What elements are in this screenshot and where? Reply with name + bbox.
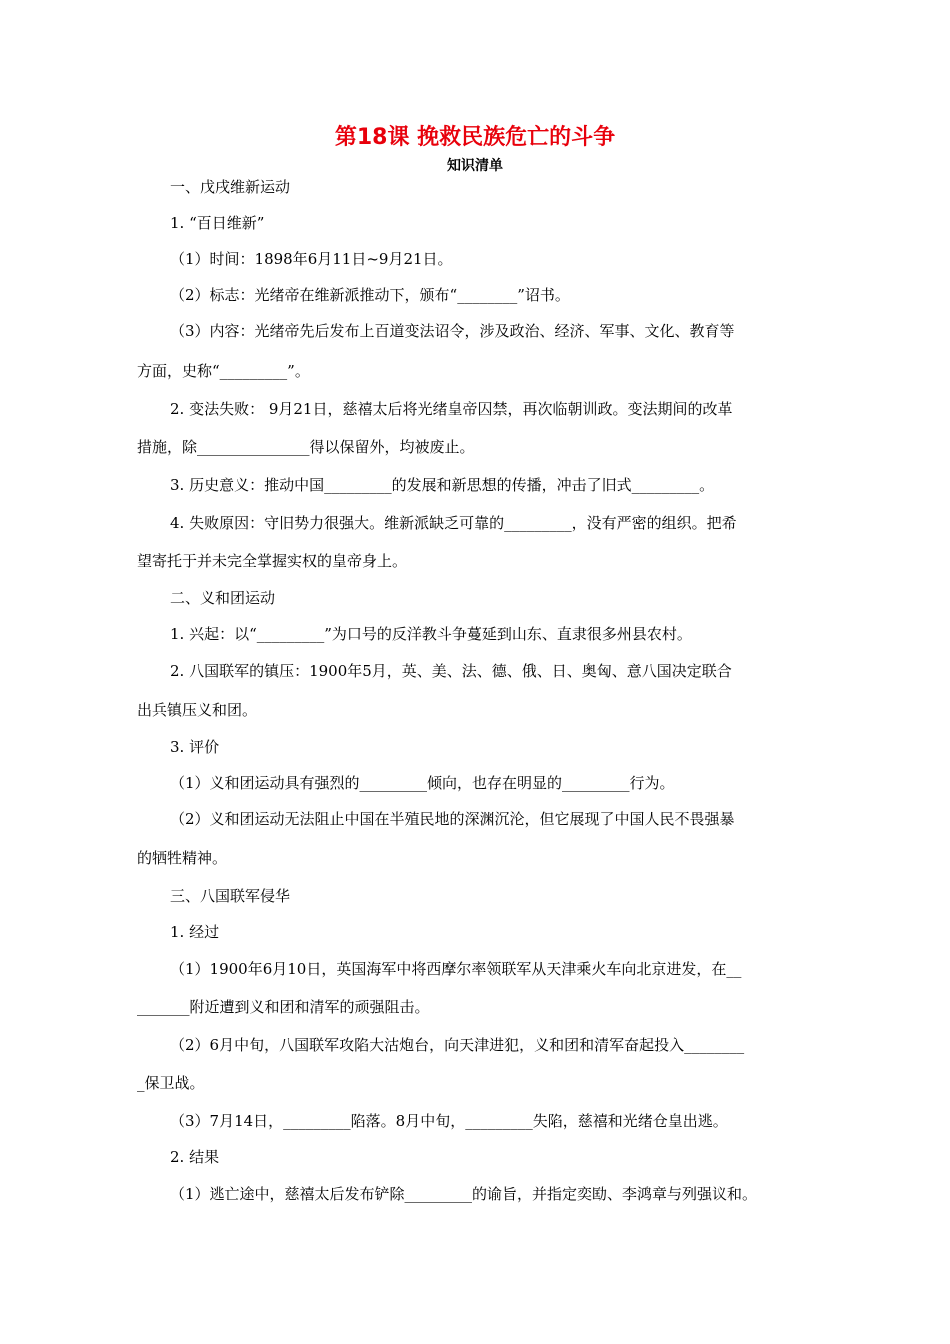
heading-1: 一、戊戌维新运动	[170, 178, 291, 196]
item-2-3-a: （1）义和团运动具有强烈的_________倾向，也存在明显的_________行为。	[170, 774, 675, 792]
item-1-1-c-cont: 方面，史称“_________”。	[137, 362, 310, 380]
item-1-4: 4. 失败原因：守旧势力很强大。维新派缺乏可靠的_________，没有严密的组织。把希	[170, 514, 737, 532]
item-3-1-a: （1）1900年6月10日，英国海军中将西摩尔率领联军从天津乘火车向北京进发，在__	[170, 960, 742, 978]
item-3-1-c: （3）7月14日，_________陷落。8月中旬，_________失陷，慈禧和光绪仓皇出逃。	[170, 1112, 728, 1130]
item-1-2: 2. 变法失败： 9月21日，慈禧太后将光绪皇帝囚禁，再次临朝训政。变法期间的改革	[170, 400, 733, 418]
lesson-title: 第18课 挽救民族危亡的斗争	[334, 125, 616, 150]
item-3-1: 1. 经过	[170, 923, 220, 941]
item-3-1-a-cont: _______附近遭到义和团和清军的顽强阻击。	[137, 998, 430, 1016]
item-2-3: 3. 评价	[170, 738, 220, 756]
heading-3: 三、八国联军侵华	[170, 887, 291, 905]
item-1-1-b: （2）标志：光绪帝在维新派推动下，颁布“________”诏书。	[170, 286, 570, 304]
item-3-2-a: （1）逃亡途中，慈禧太后发布铲除_________的谕旨，并指定奕劻、李鸿章与列强议和。	[170, 1185, 758, 1203]
item-3-1-b: （2）6月中旬，八国联军攻陷大沽炮台，向天津进犯，义和团和清军奋起投入________	[170, 1036, 745, 1054]
item-1-1: 1. “百日维新”	[170, 214, 265, 232]
item-2-1: 1. 兴起：以“_________”为口号的反洋教斗争蔓延到山东、直隶很多州县农村。	[170, 625, 692, 643]
item-2-2-cont: 出兵镇压义和团。	[137, 701, 258, 719]
item-2-3-b-cont: 的牺牲精神。	[137, 849, 228, 867]
heading-2: 二、义和团运动	[170, 589, 276, 607]
section-subtitle: 知识清单	[447, 158, 503, 174]
item-2-2: 2. 八国联军的镇压：1900年5月，英、美、法、德、俄、日、奥匈、意八国决定联合	[170, 662, 732, 680]
item-1-1-c: （3）内容：光绪帝先后发布上百道变法诏令，涉及政治、经济、军事、文化、教育等	[170, 322, 735, 340]
item-3-2: 2. 结果	[170, 1148, 220, 1166]
item-2-3-b: （2）义和团运动无法阻止中国在半殖民地的深渊沉沦，但它展现了中国人民不畏强暴	[170, 810, 735, 828]
item-1-3: 3. 历史意义：推动中国_________的发展和新思想的传播，冲击了旧式_________。	[170, 476, 715, 494]
item-1-4-cont: 望寄托于并未完全掌握实权的皇帝身上。	[137, 552, 408, 570]
item-1-2-cont: 措施，除_______________得以保留外，均被废止。	[137, 438, 475, 456]
item-1-1-a: （1）时间：1898年6月11日~9月21日。	[170, 250, 453, 268]
item-3-1-b-cont: _保卫战。	[137, 1074, 205, 1092]
